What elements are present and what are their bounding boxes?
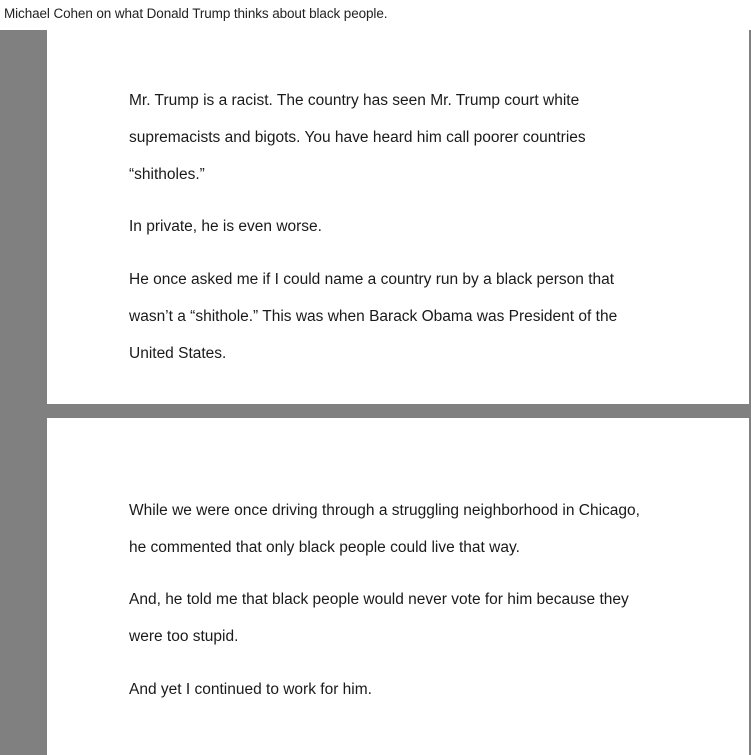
text-line: And, he told me that black people would never vote for him because they — [129, 591, 629, 608]
document-page-2 — [47, 418, 749, 755]
text-line: were too stupid. — [129, 628, 239, 645]
text-line: He once asked me if I could name a country run by a black person that — [129, 271, 615, 288]
paragraph — [129, 671, 372, 708]
text-line: Mr. Trump is a racist. The country has seen Mr. Trump court white — [129, 92, 580, 109]
paragraph — [129, 82, 586, 193]
text-line: While we were once driving through a struggling neighborhood in Chicago, — [129, 502, 640, 519]
text-line: wasn’t a “shithole.” This was when Barack Obama was President of the — [129, 308, 618, 325]
image-caption: Michael Cohen on what Donald Trump thinks about black people. — [4, 6, 388, 21]
text-line: And yet I continued to work for him. — [129, 681, 372, 698]
text-line: “shitholes.” — [129, 166, 205, 183]
paragraph — [129, 208, 322, 245]
text-line: In private, he is even worse. — [129, 218, 322, 235]
document-page-1 — [47, 30, 749, 404]
text-line: supremacists and bigots. You have heard him call poorer countries — [129, 129, 586, 146]
text-line: he commented that only black people could live that way. — [129, 539, 520, 556]
paragraph — [129, 581, 629, 655]
document-viewer[interactable] — [0, 30, 751, 755]
paragraph — [129, 261, 617, 372]
text-line: United States. — [129, 345, 227, 362]
paragraph — [129, 492, 640, 566]
